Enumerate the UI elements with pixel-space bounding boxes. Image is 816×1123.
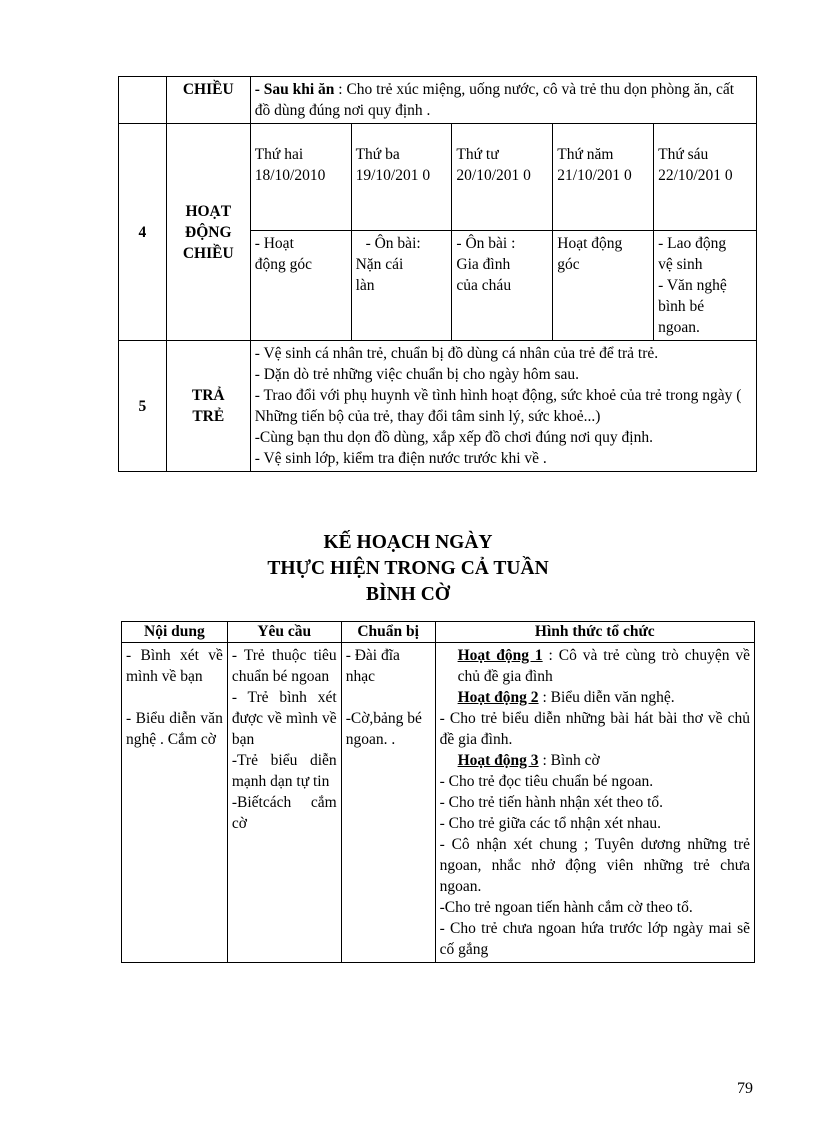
tra-tre-line: -Cùng bạn thu dọn đồ dùng, xắp xếp đồ chơi đúng nơi quy định. [254,429,653,446]
activity-line: làn [355,277,375,294]
chieu-text: : Cho trẻ xúc miệng, uống nước, cô và trẻ thu dọn phòng ăn, cất đồ dùng đúng nơi quy định . [254,81,735,119]
activity-line: vệ sinh [658,256,703,273]
activity-line: góc [557,256,580,273]
row-4-header [119,124,757,231]
row-number-5: 5 [119,341,167,472]
tra-tre-line: - Trao đổi với phụ huynh về tình hình hoạt động, sức khoẻ của trẻ trong ngày ( Những tiến bộ của trẻ, thay đổi tâm sinh lý, sức khoẻ...) [254,387,742,425]
tra-tre-content [250,341,756,472]
tra-tre-line: - Dặn dò trẻ những việc chuẩn bị cho ngày hôm sau. [254,366,580,383]
activity-line: - Ôn bài: [365,235,421,252]
yeu-cau-item: - Trẻ thuộc tiêu chuẩn bé ngoan [231,647,337,685]
label-line: CHIỀU [182,244,234,262]
tra-tre-line: - Vệ sinh lớp, kiểm tra điện nước trước khi về . [254,450,547,467]
activity-mon [250,231,351,341]
hd3-label: Hoạt động 3 [457,752,539,769]
yeu-cau-cell [227,643,341,963]
yeu-cau-item: -Trẻ biểu diễn mạnh dạn tự tin [231,752,337,790]
page-number: 79 [737,1080,753,1097]
hd1-label: Hoạt động 1 [457,647,543,664]
activity-fri [654,231,757,341]
chieu-bold-lead: - Sau khi ăn [254,81,335,98]
activity-line: của cháu [456,277,512,294]
plan-title [0,530,816,608]
yeu-cau-item: - Trẻ bình xét được về mình về bạn [231,689,337,748]
label-line: ĐỘNG [185,223,232,241]
chuan-bi-item: -Cờ,bảng bé ngoan. . [345,710,422,748]
noi-dung-cell [122,643,228,963]
header-chuan-bi: Chuẩn bị [341,622,435,643]
chuan-bi-item: - Đài đĩa nhạc [345,647,400,685]
hd2-label: Hoạt động 2 [457,689,539,706]
header-yeu-cau: Yêu cầu [227,622,341,643]
activity-line: bình bé [658,298,705,315]
title-line-1: KẾ HOẠCH NGÀY [323,532,493,553]
day-date: 21/10/201 0 [557,167,632,184]
row-label-tra-tre [166,341,250,472]
row-5 [119,341,757,472]
tra-tre-line: - Vệ sinh cá nhân trẻ, chuẩn bị đồ dùng cá nhân của trẻ để trả trẻ. [254,345,659,362]
day-cell-mon [250,124,351,231]
schedule-table [118,76,757,472]
chieu-content [250,77,756,124]
header-row [122,622,755,643]
title-line-2: THỰC HIỆN TRONG CẢ TUẦN [267,558,549,579]
activity-line: Nặn cái [355,256,404,273]
label-line: HOẠT [185,202,232,220]
hd3-paragraph [440,750,750,771]
hd3-text: : Bình cờ [538,752,600,769]
row-number-empty [119,77,167,124]
row-chieu [119,77,757,124]
row-number-4: 4 [119,124,167,341]
row-label-hoat-dong-chieu [166,124,250,341]
activity-line: ngoan. [658,319,700,336]
hd1-text: : Cô và trẻ cùng trò chuyện về chủ đề gia đình [457,647,750,685]
activity-line: - Văn nghệ [658,277,727,294]
row-label-chieu: CHIỀU [166,77,250,124]
hd3-line: - Cho trẻ đọc tiêu chuẩn bé ngoan. [439,773,654,790]
day-name: Thứ hai [254,146,304,163]
hd3-line: - Cho trẻ tiến hành nhận xét theo tổ. [439,794,663,811]
title-line-3: BÌNH CỜ [366,584,450,605]
hinh-thuc-cell [435,643,754,963]
header-hinh-thuc: Hình thức tổ chức [435,622,754,643]
activity-line: - Hoạt [254,235,294,252]
day-date: 20/10/201 0 [456,167,531,184]
noi-dung-item: - Bình xét về mình về bạn [126,647,223,685]
day-name: Thứ tư [456,146,499,163]
label-line: TRẺ [192,408,225,425]
activity-tue [351,231,452,341]
activity-wed [452,231,553,341]
yeu-cau-item: -Biếtcách cắm cờ [231,794,337,832]
activity-line: động góc [254,256,312,273]
chuan-bi-cell [341,643,435,963]
activity-thu [553,231,654,341]
day-name: Thứ ba [355,146,400,163]
day-date: 18/10/2010 [254,167,326,184]
hd2-line: - Cho trẻ biểu diễn những bài hát bài thơ về chủ đề gia đình. [439,710,750,748]
hd2-paragraph [440,687,750,708]
label-line: TRẢ [191,387,225,404]
hd3-line: -Cho trẻ ngoan tiến hành cắm cờ theo tổ. [439,899,693,916]
day-cell-wed [452,124,553,231]
day-cell-fri [654,124,757,231]
hd3-line: - Cho trẻ giữa các tổ nhận xét nhau. [439,815,662,832]
day-name: Thứ sáu [658,146,709,163]
activity-plan-table [121,621,755,963]
hd2-text: : Biểu diễn văn nghệ. [538,689,675,706]
noi-dung-item: - Biểu diễn văn nghệ . Cắm cờ [126,710,223,748]
hd3-line: - Cô nhận xét chung ; Tuyên dương những trẻ ngoan, nhắc nhở động viên những trẻ chưa ngoan. [439,836,750,895]
day-date: 22/10/201 0 [658,167,733,184]
activity-line: Hoạt động [557,235,623,252]
hd3-line: - Cho trẻ chưa ngoan hứa trước lớp ngày mai sẽ cố gắng [439,920,750,958]
day-cell-thu [553,124,654,231]
activity-line: - Lao động [658,235,727,252]
activity-line: - Ôn bài : [456,235,516,252]
header-noi-dung: Nội dung [122,622,228,643]
hd1-paragraph [440,645,750,687]
content-row [122,643,755,963]
day-name: Thứ năm [557,146,614,163]
day-date: 19/10/201 0 [355,167,431,184]
day-cell-tue [351,124,452,231]
activity-line: Gia đình [456,256,511,273]
